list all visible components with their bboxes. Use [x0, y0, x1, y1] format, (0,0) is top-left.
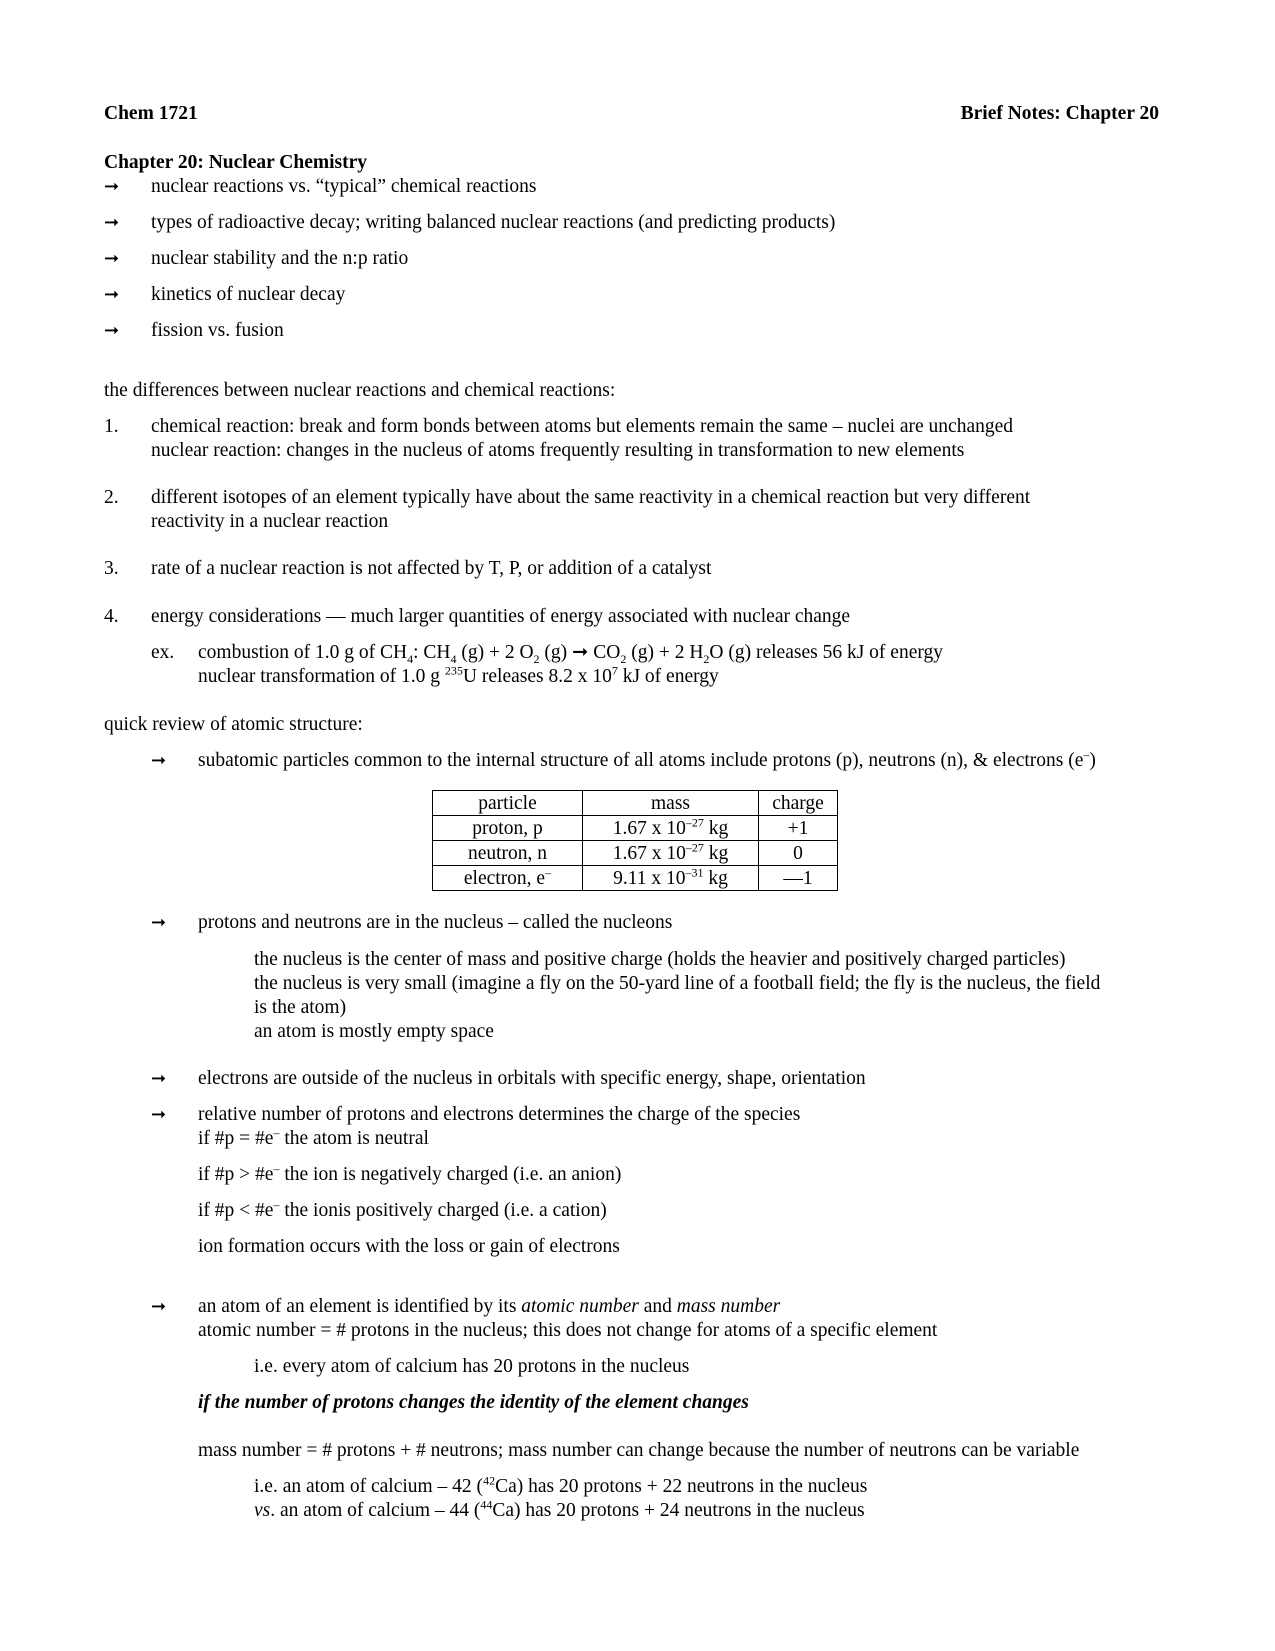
- notes-title: Brief Notes: Chapter 20: [960, 103, 1159, 124]
- list-number: 1.: [104, 416, 119, 437]
- table-row: [433, 841, 838, 866]
- nucleons-text: protons and neutrons are in the nucleus – called the nucleons: [198, 912, 673, 933]
- particle-table: [432, 790, 838, 891]
- arrow-icon: ➞: [151, 912, 167, 933]
- table-cell: +1: [759, 816, 838, 841]
- arrow-icon: ➞: [151, 750, 167, 771]
- table-cell: electron, e–: [433, 866, 583, 891]
- arrow-icon: ➞: [104, 248, 120, 269]
- table-cell: —1: [759, 866, 838, 891]
- identified-text: an atom of an element is identified by its atomic number and mass number: [198, 1296, 781, 1317]
- emphasis-text: if the number of protons changes the identity of the element changes: [198, 1392, 749, 1413]
- arrow-icon: ➞: [104, 320, 120, 341]
- nuclear-transformation: nuclear transformation of 1.0 g $^{235}$U releases 8.2 x $10^7$ kJ of energy: [198, 663, 719, 687]
- nucleus-line: the nucleus is very small (imagine a fly on the 50-yard line of a football field; the fly is the nucleus, the field: [254, 973, 1101, 994]
- review-intro: quick review of atomic structure:: [104, 714, 363, 735]
- difference-line: chemical reaction: break and form bonds between atoms but elements remain the same – nuclei are unchanged: [151, 416, 1013, 437]
- arrow-icon: ➞: [151, 1104, 167, 1125]
- arrow-icon: ➞: [104, 284, 120, 305]
- topic-item: types of radioactive decay; writing balanced nuclear reactions (and predicting products): [151, 212, 836, 233]
- condition-anion: if #p > #e– the ion is negatively charged (i.e. an anion): [198, 1161, 622, 1185]
- subatomic-text: subatomic particles common to the internal structure of all atoms include protons (p), neutrons (n), & electrons (e–): [198, 747, 1096, 771]
- example-label: ex.: [151, 642, 175, 663]
- arrow-icon: ➞: [151, 1296, 167, 1317]
- table-cell: 1.67 x $10^{-27}$ kg: [583, 841, 759, 866]
- calcium-example: i.e. every atom of calcium has 20 protons in the nucleus: [254, 1356, 690, 1377]
- topic-item: nuclear reactions vs. “typical” chemical reactions: [151, 176, 537, 197]
- atomic-number-text: atomic number = # protons in the nucleus; this does not change for atoms of a specific element: [198, 1320, 938, 1341]
- nucleus-line: an atom is mostly empty space: [254, 1021, 494, 1042]
- arrow-icon: ➞: [151, 1068, 167, 1089]
- course-title: Chem 1721: [104, 103, 198, 124]
- relative-text: relative number of protons and electrons determines the charge of the species: [198, 1104, 801, 1125]
- difference-line: reactivity in a nuclear reaction: [151, 511, 389, 532]
- topic-item: nuclear stability and the n:p ratio: [151, 248, 409, 269]
- topic-item: fission vs. fusion: [151, 320, 284, 341]
- calcium-42-example: i.e. an atom of calcium – 42 ($^{42}$Ca) has 20 protons + 22 neutrons in the nucleus: [254, 1473, 868, 1497]
- difference-line: nuclear reaction: changes in the nucleus of atoms frequently resulting in transformation to new elements: [151, 440, 965, 461]
- table-cell: proton, p: [433, 816, 583, 841]
- calcium-44-example: vs. an atom of calcium – 44 ($^{44}$Ca) has 20 protons + 24 neutrons in the nucleus: [254, 1497, 865, 1521]
- table-row: [433, 816, 838, 841]
- arrow-icon: ➞: [104, 212, 120, 233]
- table-header-row: [433, 791, 838, 816]
- nucleus-line: is the atom): [254, 997, 347, 1018]
- differences-intro: the differences between nuclear reactions and chemical reactions:: [104, 380, 616, 401]
- chapter-title: Chapter 20: Nuclear Chemistry: [104, 152, 368, 173]
- condition-neutral: if #p = #e– the atom is neutral: [198, 1125, 429, 1149]
- difference-line: energy considerations — much larger quantities of energy associated with nuclear change: [151, 606, 851, 627]
- ion-formation: ion formation occurs with the loss or gain of electrons: [198, 1236, 620, 1257]
- arrow-icon: ➞: [104, 176, 120, 197]
- list-number: 3.: [104, 558, 119, 579]
- table-cell: neutron, n: [433, 841, 583, 866]
- nucleus-line: the nucleus is the center of mass and positive charge (holds the heavier and positively charged particles): [254, 949, 1066, 970]
- topic-item: kinetics of nuclear decay: [151, 284, 346, 305]
- list-number: 2.: [104, 487, 119, 508]
- condition-cation: if #p < #e– the ionis positively charged (i.e. a cation): [198, 1197, 607, 1221]
- difference-line: different isotopes of an element typically have about the same reactivity in a chemical reaction but very different: [151, 487, 1031, 508]
- mass-number-text: mass number = # protons + # neutrons; mass number can change because the number of neutrons can be variable: [198, 1440, 1080, 1461]
- table-header: charge: [759, 791, 838, 816]
- table-header: mass: [583, 791, 759, 816]
- list-number: 4.: [104, 606, 119, 627]
- table-row: [433, 866, 838, 891]
- table-cell: 1.67 x $10^{-27}$ kg: [583, 816, 759, 841]
- table-cell: 9.11 x $10^{-31}$ kg: [583, 866, 759, 891]
- table-cell: 0: [759, 841, 838, 866]
- electrons-text: electrons are outside of the nucleus in orbitals with specific energy, shape, orientation: [198, 1068, 866, 1089]
- table-header: particle: [433, 791, 583, 816]
- combustion-equation: combustion of 1.0 g of $CH_4$: $CH_4$ (g) + 2 $O_2$ (g) ➞ $CO_2$ (g) + 2 $H_2O$ (g) releases 56 kJ of energy: [198, 642, 943, 666]
- difference-line: rate of a nuclear reaction is not affected by T, P, or addition of a catalyst: [151, 558, 712, 579]
